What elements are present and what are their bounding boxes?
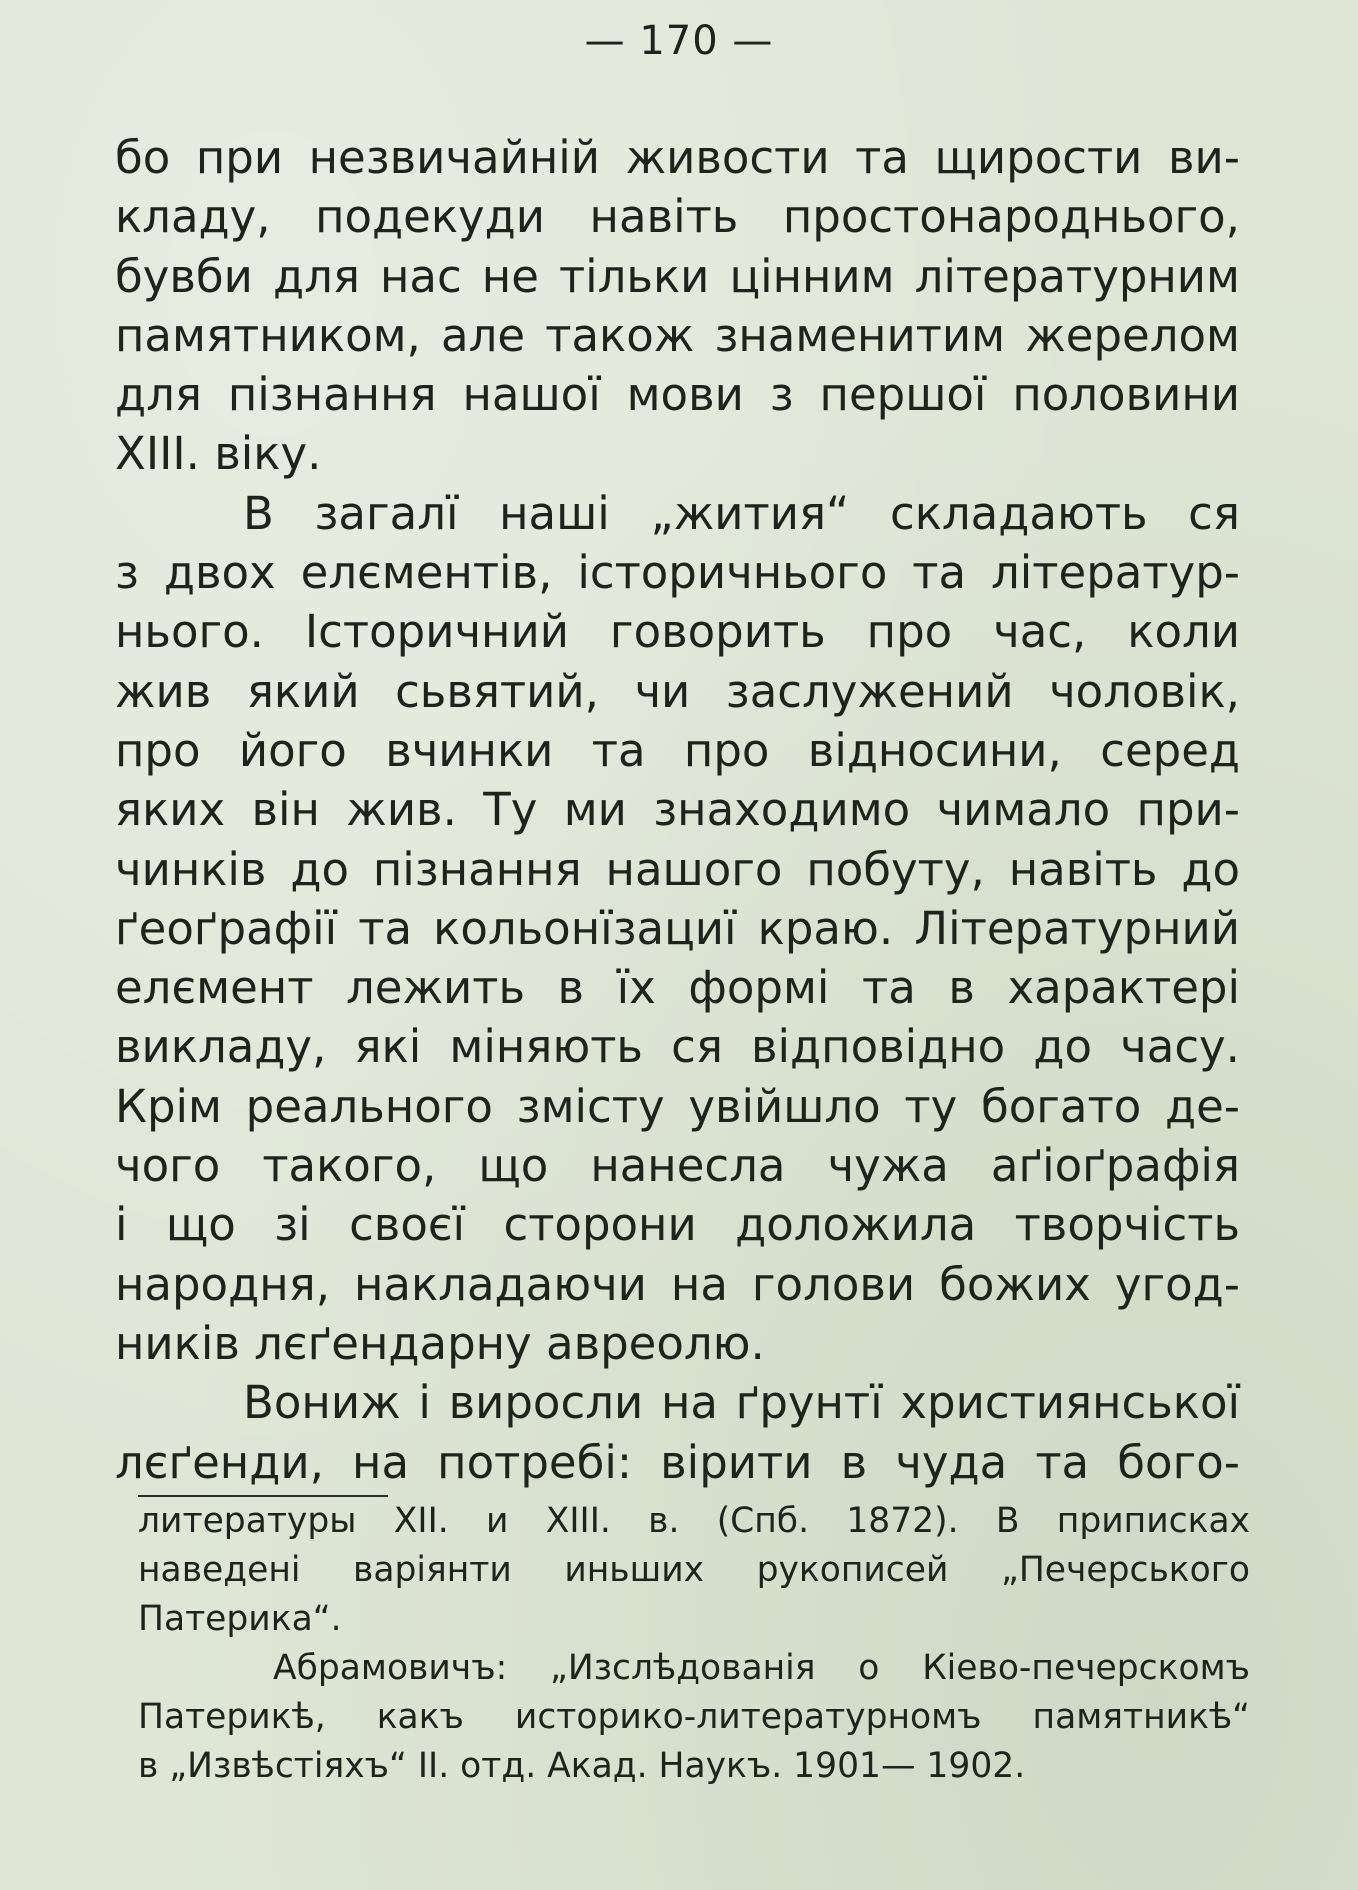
text-line: Крім реального змісту увійшло ту богато де- bbox=[115, 1079, 1240, 1133]
text-line: Вониж і виросли на ґрунтї християнської bbox=[243, 1376, 1240, 1430]
text-line: з двох елєментів, історичнього та літератур- bbox=[115, 546, 1240, 600]
text-line: В загалї наші „жития“ складають ся bbox=[243, 486, 1240, 540]
footnote-line: в „Извѣстіяхъ“ II. отд. Акад. Наукъ. 1901— 1902. bbox=[138, 1746, 1026, 1786]
text-line: кладу, подекуди навіть простонароднього, bbox=[115, 190, 1240, 244]
text-line: викладу, які міняють ся відповідно до часу. bbox=[115, 1020, 1240, 1074]
text-line: для пізнання нашої мови з першої половини bbox=[115, 368, 1240, 422]
text-line: елємент лежить в їх формі та в характері bbox=[115, 961, 1240, 1015]
text-line: лєґенди, на потребі: вірити в чуда та бого- bbox=[115, 1435, 1240, 1489]
text-line: чинків до пізнання нашого побуту, навіть до bbox=[115, 842, 1240, 896]
text-line: яких він жив. Ту ми знаходимо чимало при- bbox=[115, 783, 1240, 837]
text-line: памятником, але також знаменитим жерелом bbox=[115, 308, 1240, 362]
text-line: нього. Історичний говорить про час, коли bbox=[115, 605, 1240, 659]
footnote-line: Патерика“. bbox=[138, 1599, 342, 1639]
text-line: про його вчинки та про відносини, серед bbox=[115, 723, 1240, 777]
text-line: ґеоґрафії та кольонїзациї краю. Літературний bbox=[115, 901, 1240, 955]
text-line: жив який сьвятий, чи заслужений чоловік, bbox=[115, 664, 1240, 718]
footnote bbox=[138, 1497, 1250, 1791]
main-text bbox=[115, 128, 1240, 1492]
footnote-line: Патерикѣ, какъ историко-литературномъ памятникѣ“ bbox=[138, 1697, 1250, 1737]
text-line: народня, накладаючи на голови божих угод- bbox=[115, 1257, 1240, 1311]
footnote-line: литературы XII. и XIII. в. (Спб. 1872). В приписках bbox=[138, 1501, 1250, 1541]
footnote-line: наведені варіянти иньших рукописей „Печерського bbox=[138, 1550, 1250, 1590]
text-line: бувби для нас не тільки цінним літературним bbox=[115, 249, 1240, 303]
text-line: ників лєґендарну авреолю. bbox=[115, 1316, 765, 1370]
footnote-line: Абрамовичъ: „Изслѣдованія о Кіево-печерскомъ bbox=[273, 1648, 1250, 1688]
text-line: і що зі своєї сторони доложила творчість bbox=[115, 1198, 1240, 1252]
text-line: XIII. віку. bbox=[115, 427, 322, 481]
text-line: бо при незвичайній живости та щирости ви- bbox=[115, 131, 1240, 184]
page-number: — 170 — bbox=[584, 18, 774, 64]
text-line: чого такого, що нанесла чужа аґіоґрафія bbox=[115, 1139, 1240, 1193]
